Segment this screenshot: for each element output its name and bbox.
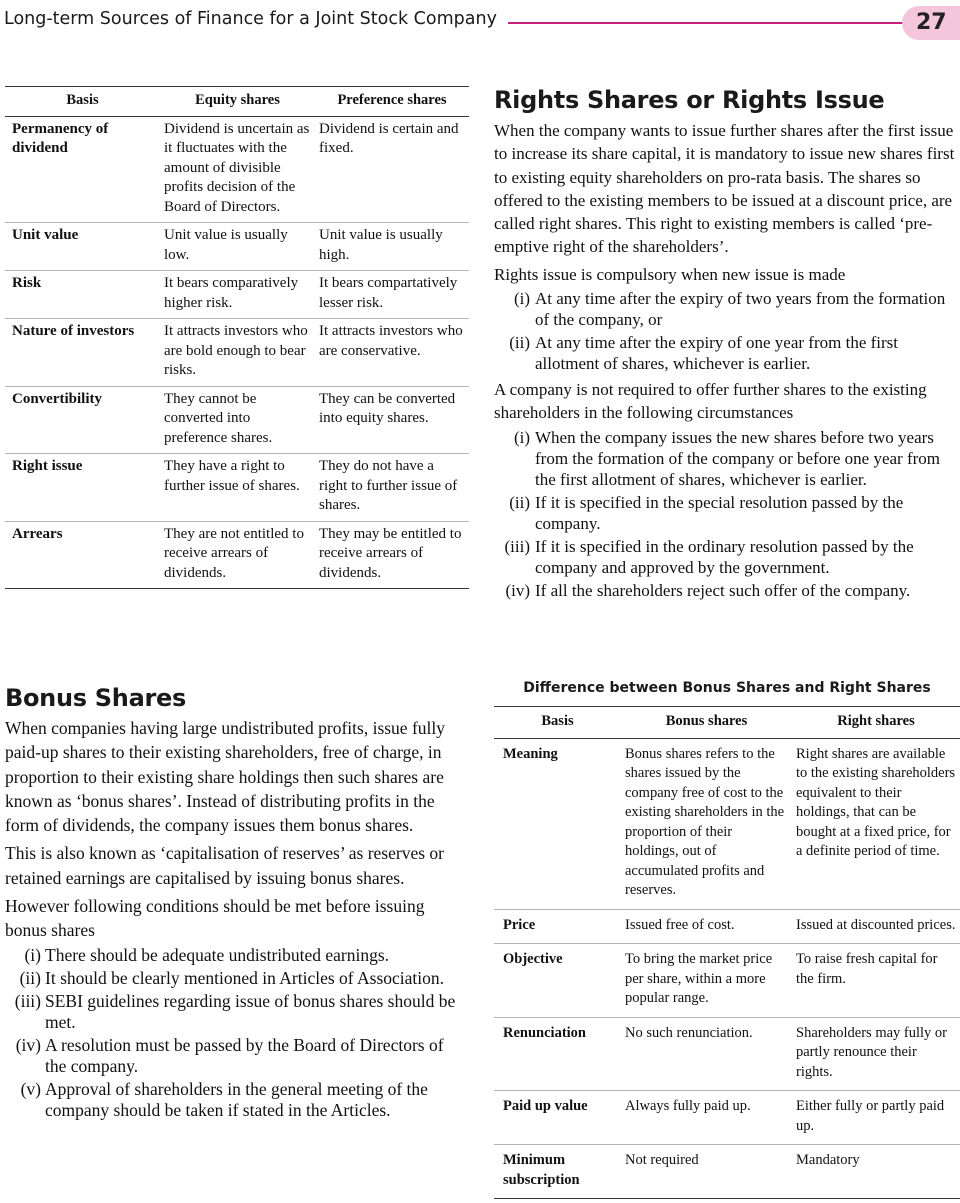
table-row (5, 223, 469, 271)
row-basis: Objective (494, 944, 621, 1018)
list-number: (iv) (15, 1034, 41, 1055)
column-header: Basis (5, 87, 160, 117)
bonus-cell: Always fully paid up. (621, 1091, 792, 1145)
list-text: If all the shareholders reject such offer of the company. (535, 580, 911, 600)
list-item (5, 968, 467, 989)
table-row (5, 319, 469, 387)
column-header: Basis (494, 707, 621, 739)
difference-table-caption: Difference between Bonus Shares and Right Shares (523, 680, 931, 696)
header-rule (508, 22, 908, 24)
table-row (5, 386, 469, 454)
table-header-row (5, 87, 469, 117)
bonus-cell: Not required (625, 1152, 699, 1168)
preference-cell: They can be converted into equity shares. (315, 386, 469, 454)
table-row (494, 1145, 960, 1199)
rights-shares-body (494, 119, 960, 603)
equity-preference-table (5, 86, 469, 589)
list-item (5, 945, 467, 966)
list-number: (i) (513, 289, 530, 309)
table-row (5, 521, 469, 589)
bonus-paragraph: When companies having large undistributed profits, issue fully paid-up shares to their existing shareholders, free of charge, in proportion to their existing share holdings then such shares are known as ‘bonus shares’. Instead of distributing profits in the form of dividends, the company issues them bonus shares. (5, 718, 446, 836)
row-basis: Price (494, 909, 621, 944)
preference-cell: It attracts investors who are conservative. (315, 319, 469, 387)
row-basis: Arrears (12, 525, 63, 542)
row-basis: Convertibility (5, 386, 160, 454)
equity-cell: Unit value is usually low. (160, 223, 315, 271)
list-item (494, 536, 960, 578)
list-item (5, 1035, 467, 1077)
right-cell: Issued at discounted prices. (792, 909, 960, 944)
list-number: (iv) (505, 580, 530, 600)
list-item (494, 427, 960, 490)
preference-cell: They do not have a right to further issue of shares. (315, 454, 469, 522)
preference-cell: They may be entitled to receive arrears of dividends. (319, 525, 462, 581)
right-cell: Right shares are available to the existing shareholders equivalent to their holdings, that can be bought at a fixed price, for a definite period of time. (792, 738, 960, 909)
list-number: (ii) (509, 333, 530, 353)
bonus-cell: To bring the market price per share, within a more popular range. (621, 944, 792, 1018)
table-row (494, 1091, 960, 1145)
list-text: At any time after the expiry of one year from the first allotment of shares, whichever is earlier. (535, 333, 899, 374)
list-text: It should be clearly mentioned in Articles of Association. (45, 967, 445, 988)
preference-cell: It bears compartatively lesser risk. (315, 271, 469, 319)
list-text: At any time after the expiry of two years from the formation of the company, or (535, 289, 946, 330)
preference-cell: Dividend is certain and fixed. (315, 116, 469, 223)
row-basis: Nature of investors (5, 319, 160, 387)
row-basis: Renunciation (494, 1017, 621, 1091)
row-basis: Meaning (494, 738, 621, 909)
list-number: (ii) (509, 492, 530, 512)
equity-cell: Dividend is uncertain as it fluctuates with the amount of divisible profits decision of the Board of Directors. (160, 116, 315, 223)
table-row (5, 271, 469, 319)
bonus-shares-heading: Bonus Shares (5, 684, 186, 712)
page-number: 27 (902, 6, 960, 40)
bonus-paragraph: This is also known as ‘capitalisation of reserves’ as reserves or retained earnings are capitalised by issuing bonus shares. (5, 843, 444, 888)
row-basis: Unit value (5, 223, 160, 271)
list-item (494, 492, 960, 534)
table-row (5, 454, 469, 522)
list-number: (iii) (14, 990, 41, 1011)
table-row (5, 116, 469, 223)
list-text: When the company issues the new shares before two years from the formation of the company or before one year from the first allotment of shares, whichever is earlier. (535, 427, 941, 489)
right-cell: Mandatory (796, 1152, 860, 1168)
preference-cell: Unit value is usually high. (315, 223, 469, 271)
equity-cell: It bears comparatively higher risk. (160, 271, 315, 319)
table-row (494, 1017, 960, 1091)
bonus-paragraph: However following conditions should be met before issuing bonus shares (5, 896, 425, 941)
list-number: (iii) (504, 536, 530, 556)
bonus-vs-right-table (494, 706, 960, 1199)
row-basis: Risk (5, 271, 160, 319)
table-row (494, 909, 960, 944)
list-item (494, 288, 960, 330)
column-header: Bonus shares (621, 707, 792, 739)
bonus-conditions-list (5, 945, 467, 1121)
list-text: There should be adequate undistributed earnings. (45, 944, 390, 965)
list-text: If it is specified in the special resolution passed by the company. (535, 492, 904, 533)
column-header: Equity shares (160, 87, 315, 117)
list-number: (ii) (19, 967, 41, 988)
list-text: SEBI guidelines regarding issue of bonus shares should be met. (45, 990, 456, 1032)
bonus-cell: No such renunciation. (621, 1017, 792, 1091)
rights-circumstances-list (494, 427, 960, 601)
row-basis: Permanency of dividend (5, 116, 160, 223)
row-basis: Minimum subscription (503, 1152, 580, 1188)
rights-compulsory-list (494, 288, 960, 374)
right-cell: Either fully or partly paid up. (792, 1091, 960, 1145)
equity-cell: They cannot be converted into preference shares. (160, 386, 315, 454)
equity-cell: It attracts investors who are bold enough to bear risks. (160, 319, 315, 387)
running-title: Long-term Sources of Finance for a Joint Stock Company (4, 9, 497, 29)
rights-shares-heading: Rights Shares or Rights Issue (494, 86, 885, 114)
list-text: If it is specified in the ordinary resolution passed by the company and approved by the government. (535, 536, 914, 577)
list-item (5, 1079, 467, 1121)
table-header-row (494, 707, 960, 739)
column-header: Right shares (792, 707, 960, 739)
equity-cell: They have a right to further issue of shares. (160, 454, 315, 522)
list-number: (i) (513, 427, 530, 447)
row-basis: Right issue (5, 454, 160, 522)
table-row (494, 738, 960, 909)
column-header: Preference shares (315, 87, 469, 117)
right-cell: Shareholders may fully or partly renounce their rights. (792, 1017, 960, 1091)
list-item (494, 580, 960, 601)
rights-paragraph: When the company wants to issue further shares after the first issue to increase its share capital, it is mandatory to issue new shares first to existing equity shareholders on pro-rata basis. The shares so offered to the existing members to be issued at a discount price, are called right shares. This right to existing members is called ‘pre-emptive right of the shareholders’. (494, 121, 955, 257)
list-item (494, 332, 960, 374)
equity-cell: They are not entitled to receive arrears of dividends. (164, 525, 304, 581)
list-item (5, 991, 467, 1033)
list-number: (v) (20, 1078, 41, 1099)
bonus-cell: Bonus shares refers to the shares issued by the company free of cost to the existing shareholders in the proportion of their holdings, out of accumulated profits and reserves. (621, 738, 792, 909)
bonus-cell: Issued free of cost. (621, 909, 792, 944)
rights-paragraph: A company is not required to offer further shares to the existing shareholders in the following circumstances (494, 380, 927, 423)
rights-paragraph: Rights issue is compulsory when new issue is made (494, 264, 846, 284)
row-basis: Paid up value (494, 1091, 621, 1145)
bonus-shares-body (5, 716, 467, 1123)
page-header (0, 0, 960, 46)
list-number: (i) (24, 944, 41, 965)
list-text: A resolution must be passed by the Board of Directors of the company. (45, 1034, 444, 1076)
right-cell: To raise fresh capital for the firm. (792, 944, 960, 1018)
table-row (494, 944, 960, 1018)
list-text: Approval of shareholders in the general meeting of the company should be taken if stated in the Articles. (45, 1078, 428, 1120)
